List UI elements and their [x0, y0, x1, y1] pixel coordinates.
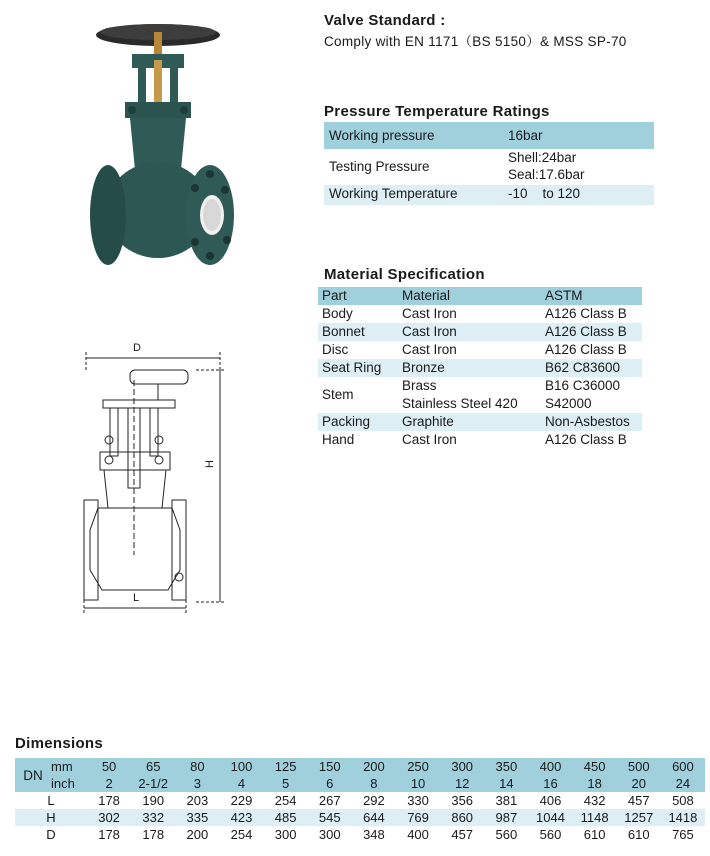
mm-value: 500	[627, 759, 650, 774]
material-astm: A126 Class B	[545, 342, 627, 357]
inch-value: 24	[675, 776, 691, 791]
dim-value: 254	[274, 793, 297, 808]
dimensions-row-d	[15, 826, 705, 843]
material-astm-2: S42000	[545, 396, 592, 411]
pressure-value: 16bar	[508, 128, 543, 143]
inch-value: 12	[454, 776, 470, 791]
valve-photo	[70, 10, 245, 270]
pressure-label: Testing Pressure	[329, 159, 430, 174]
dn-label: DN	[23, 767, 43, 783]
dim-value: 292	[363, 793, 385, 808]
material-name: Bronze	[402, 360, 445, 375]
pressure-row	[324, 185, 654, 205]
pressure-title: Pressure Temperature Ratings	[324, 103, 550, 120]
material-row	[318, 323, 642, 341]
dim-value: 1257	[624, 810, 654, 825]
dim-value: 457	[451, 827, 474, 842]
material-astm: Non-Asbestos	[545, 414, 630, 429]
dim-value: 267	[318, 793, 341, 808]
material-part: Body	[322, 306, 353, 321]
dim-value: 560	[495, 827, 518, 842]
pressure-row	[324, 149, 654, 185]
material-name-cell	[398, 377, 541, 413]
material-astm: A126 Class B	[545, 306, 627, 321]
pressure-row	[324, 122, 654, 149]
dimensions-title: Dimensions	[15, 735, 104, 752]
dim-value: 1148	[580, 810, 609, 825]
inch-label: inch	[51, 776, 75, 791]
material-astm: B62 C83600	[545, 360, 621, 375]
inch-value: 14	[499, 776, 514, 791]
dim-value: 348	[363, 827, 385, 842]
dimensions-table	[15, 758, 705, 843]
inch-value: 10	[410, 776, 426, 791]
dim-value: 381	[495, 793, 518, 808]
dim-row-label: L	[47, 793, 55, 808]
mm-value: 350	[495, 759, 518, 774]
material-row	[318, 413, 642, 431]
dim-value: 987	[495, 810, 518, 825]
dim-value: 423	[230, 810, 253, 825]
pressure-label: Working pressure	[329, 128, 435, 143]
material-astm: A126 Class B	[545, 432, 627, 447]
material-part: Seat Ring	[322, 360, 382, 375]
inch-value: 16	[543, 776, 558, 791]
dim-value: 330	[407, 793, 429, 808]
dim-value: 1044	[536, 810, 565, 825]
mm-value: 400	[539, 759, 562, 774]
inch-value: 6	[326, 776, 334, 791]
material-astm-cell	[541, 377, 642, 413]
material-astm: B16 C36000	[545, 378, 621, 393]
material-name: Cast Iron	[402, 306, 457, 321]
dim-value: 406	[539, 793, 562, 808]
dimensions-row-h	[15, 809, 705, 826]
dimensions-mm-row	[15, 758, 705, 775]
pressure-label: Working Temperature	[329, 186, 458, 201]
material-part: Packing	[322, 414, 371, 429]
material-table	[318, 287, 642, 449]
mm-value: 150	[318, 759, 341, 774]
inch-value: 18	[587, 776, 602, 791]
dim-value: 335	[186, 810, 209, 825]
inch-value: 20	[631, 776, 646, 791]
mm-value: 100	[230, 759, 253, 774]
material-header-row	[318, 287, 642, 305]
dim-value: 610	[627, 827, 650, 842]
material-row	[318, 305, 642, 323]
dim-value: 560	[539, 827, 562, 842]
dim-value: 302	[98, 810, 120, 825]
pressure-value: -10 to 120	[508, 186, 581, 201]
material-row	[318, 341, 642, 359]
valve-standard-title: Valve Standard :	[324, 12, 446, 29]
pressure-value-2: Seal:17.6bar	[508, 167, 585, 182]
pressure-value: Shell:24bar	[508, 150, 577, 165]
mm-label: mm	[51, 759, 73, 774]
dim-value: 332	[142, 810, 165, 825]
material-row	[318, 377, 642, 413]
drawing-label-l: L	[133, 592, 140, 604]
inch-value: 5	[282, 776, 290, 791]
valve-standard-text: Comply with EN 1171（BS 5150）& MSS SP-70	[324, 34, 627, 49]
material-part: Stem	[322, 387, 354, 402]
dim-value: 178	[98, 793, 120, 808]
material-name: Brass	[402, 378, 437, 393]
inch-value: 8	[370, 776, 378, 791]
dim-value: 457	[627, 793, 650, 808]
mm-value: 125	[274, 759, 297, 774]
inch-value: 2	[105, 776, 113, 791]
dim-value: 178	[142, 827, 165, 842]
dim-value: 1418	[668, 810, 698, 825]
mm-value: 80	[190, 759, 205, 774]
material-part: Hand	[322, 432, 355, 447]
material-title: Material Specification	[324, 266, 485, 283]
dim-row-label: D	[46, 827, 56, 842]
dim-value: 860	[451, 810, 474, 825]
dim-value: 178	[98, 827, 120, 842]
dim-row-label: H	[46, 810, 56, 825]
dimensions-inch-row	[15, 775, 705, 792]
mm-value: 50	[101, 759, 117, 774]
dim-value: 485	[274, 810, 297, 825]
dim-value: 610	[583, 827, 606, 842]
dim-value: 356	[451, 793, 474, 808]
mm-value: 300	[451, 759, 474, 774]
pressure-table	[324, 122, 654, 205]
mm-value: 65	[145, 759, 161, 774]
drawing-label-d: D	[133, 342, 141, 354]
dim-value: 190	[142, 793, 165, 808]
mm-value: 250	[407, 759, 429, 774]
dim-value: 400	[407, 827, 429, 842]
material-name: Cast Iron	[402, 432, 457, 447]
dim-value: 769	[407, 810, 429, 825]
header-astm: ASTM	[545, 288, 583, 303]
drawing-label-h: H	[203, 460, 216, 468]
inch-value: 2-1/2	[138, 776, 169, 791]
dim-value: 203	[186, 793, 209, 808]
dim-value: 200	[186, 827, 209, 842]
header-part: Part	[322, 288, 347, 303]
material-name-2: Stainless Steel 420	[402, 396, 518, 411]
material-part: Disc	[322, 342, 349, 357]
header-material: Material	[402, 288, 451, 303]
mm-value: 200	[363, 759, 385, 774]
mm-value: 450	[583, 759, 606, 774]
dimensions-row-l	[15, 792, 705, 809]
material-row	[318, 431, 642, 449]
dim-value: 644	[363, 810, 385, 825]
dim-value: 508	[672, 793, 694, 808]
material-name: Cast Iron	[402, 324, 457, 339]
dim-value: 229	[230, 793, 253, 808]
inch-value: 4	[237, 776, 246, 791]
material-astm: A126 Class B	[545, 324, 627, 339]
material-row	[318, 359, 642, 377]
material-part: Bonnet	[322, 324, 365, 339]
dim-value: 765	[672, 827, 694, 842]
dim-value: 300	[318, 827, 341, 842]
dim-value: 545	[318, 810, 341, 825]
dim-value: 432	[583, 793, 606, 808]
dim-value: 300	[274, 827, 297, 842]
dim-value: 254	[230, 827, 253, 842]
inch-value: 3	[193, 776, 201, 791]
technical-drawing	[78, 340, 238, 615]
mm-value: 600	[672, 759, 694, 774]
material-name: Cast Iron	[402, 342, 457, 357]
material-name: Graphite	[402, 414, 454, 429]
